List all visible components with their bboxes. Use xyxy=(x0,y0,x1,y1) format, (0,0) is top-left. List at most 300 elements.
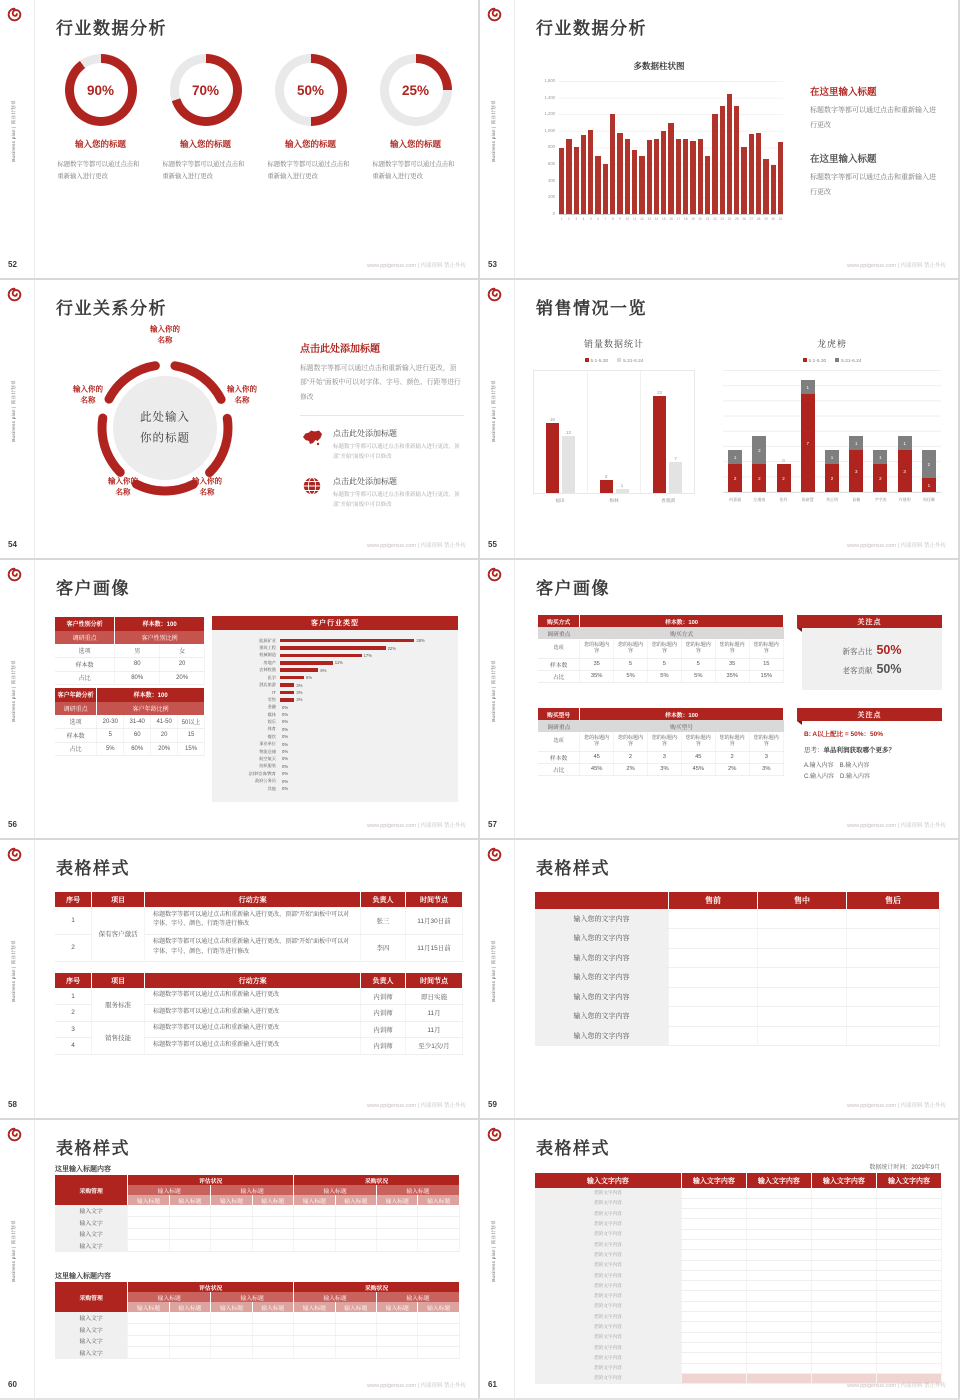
panel-ribbon: 关注点 xyxy=(797,615,942,628)
bar xyxy=(617,133,622,215)
category-label: 梅林 xyxy=(609,498,619,503)
stacked-bar xyxy=(747,370,771,492)
hbar-value: 0% xyxy=(282,704,289,710)
hbar-label: 其他 xyxy=(267,785,276,791)
hbar-row xyxy=(212,748,450,755)
age-table: 客户年龄分析 样本数：100 调研重点 客户年龄比例 选项 20-30 31-40 41-50 50以上 样本数 5 60 20 15 占比 5% 60% 20% 15% xyxy=(55,688,205,756)
segment-gray: 1 xyxy=(849,436,863,450)
sidebar-divider xyxy=(514,0,515,278)
y-tick: 400 xyxy=(548,177,555,183)
block-heading: 在这里输入标题 xyxy=(810,154,877,166)
segment-gray: 2 xyxy=(752,436,766,464)
x-tick: 31 xyxy=(778,217,783,221)
x-tick: 1 xyxy=(560,217,563,221)
segment-gray: 1 xyxy=(898,436,912,450)
focus-line xyxy=(842,643,901,657)
hbar xyxy=(280,683,294,687)
x-axis xyxy=(559,217,783,221)
legend-swatch xyxy=(617,358,621,362)
purchase-model-table: 购买型号 样本数：100 调研重点 购买型号 选项 您的标题内容 您的标题内容 您的标题内容 您的标题内容 您的标题内容 您的标题内容 样本数 45 2 3 45 2 3 占比 45% 2% 3% 45% 2% 3% xyxy=(538,708,784,776)
x-tick: 14 xyxy=(654,217,659,221)
legend-swatch xyxy=(585,358,589,362)
hbar-label: IT xyxy=(272,689,276,695)
hbar-row xyxy=(212,763,450,770)
hbar-row xyxy=(212,681,450,688)
segment-red: 1 xyxy=(922,478,936,492)
data-period-note: 数据统计时间：2029年9月 xyxy=(869,1165,940,1171)
segment-red: 2 xyxy=(728,464,742,492)
x-tick: 25 xyxy=(735,217,739,221)
page-number: 60 xyxy=(8,1380,17,1389)
x-tick: 3 xyxy=(575,217,578,221)
slide-title: 表格样式 xyxy=(56,1139,130,1158)
hbar-label: 纺织服装 xyxy=(259,763,276,769)
table-caption-1: 这里输入标题内容 xyxy=(55,1166,111,1173)
bar-group xyxy=(587,371,641,493)
text-blocks xyxy=(810,84,942,219)
bar-column xyxy=(546,417,559,493)
hbar xyxy=(280,639,414,643)
hbar-value: 0% xyxy=(282,786,289,791)
donut-ring xyxy=(170,54,242,126)
donut-description: 标题数字等都可以通过点击和重新输入进行更改 xyxy=(267,161,350,181)
hbar-row xyxy=(212,740,450,747)
bar xyxy=(581,135,586,214)
hbar-value: 0% xyxy=(282,726,289,732)
category-label: 张玲 xyxy=(779,497,788,502)
diagram-center-label xyxy=(115,407,215,448)
x-tick: 4 xyxy=(582,217,585,221)
hbar-row xyxy=(212,689,450,696)
footer-note: www.pptgenius.com | 内部资料 禁止外传 xyxy=(367,263,466,269)
slide-53 xyxy=(480,0,958,278)
sidebar-vertical-label: Business plan | 商业计划书 xyxy=(11,660,16,722)
chart-title: 销量数据统计 xyxy=(583,339,644,349)
hbar-label: 政府公务员 xyxy=(255,778,276,784)
donut-ring xyxy=(275,54,347,126)
slide-title: 行业数据分析 xyxy=(536,19,647,38)
x-tick: 5 xyxy=(589,217,592,221)
bar xyxy=(632,150,637,214)
data-sheet-table: 输入文字内容 输入文字内容 输入文字内容 输入文字内容 输入文字内容 您的文字内容 您的文字内容 您的文字内容 您的文字内容 您的文字内容 您的文字内容 您的文字内容 您的文字内容 您的文字内容 您的文字内容 您的文字内容 您的文字内容 您的文字内容 您的文字内容 您的文字内容 您的文字内容 您的文字内容 您的文字内容 您的文字内容 xyxy=(535,1173,942,1384)
slide-55 xyxy=(480,280,958,558)
x-tick: 20 xyxy=(698,217,703,221)
hbar-value: 0% xyxy=(282,771,289,777)
slide-title: 客户画像 xyxy=(536,579,610,598)
hbar-value: 11% xyxy=(334,660,343,666)
y-tick: 0 xyxy=(552,210,555,216)
gender-table: 客户性别分析 样本数：100 调研重点 客户性别比例 选项 男 女 样本数 80 20 占比 80% 20% xyxy=(55,617,205,685)
x-tick: 11 xyxy=(632,217,637,221)
ratio-line: B: A以上配比 = 50%：50% xyxy=(804,731,884,738)
hbar-value: 0% xyxy=(282,712,289,718)
slide-57 xyxy=(480,560,958,838)
hbar-label: 酒店旅游 xyxy=(259,682,276,688)
hbar-value: 0% xyxy=(282,756,289,762)
focus-label: 新客占比 xyxy=(842,646,873,656)
donut-description: 标题数字等都可以通过点击和重新输入进行更改 xyxy=(57,161,140,181)
stacked-bar xyxy=(796,370,820,492)
segment-red: 2 xyxy=(752,464,766,492)
bar-group xyxy=(640,371,694,493)
focus-panel-2 xyxy=(802,708,942,784)
stacked-bar xyxy=(893,370,917,492)
footer-note: www.pptgenius.com | 内部资料 禁止外传 xyxy=(367,543,466,549)
legend-entry: 5.1-5.30 xyxy=(803,358,827,364)
bar-group xyxy=(534,371,587,493)
node-label-line: 输入你的 xyxy=(227,384,257,394)
page-number: 57 xyxy=(488,820,497,829)
segment-red: 2 xyxy=(777,464,791,492)
y-tick: 1,000 xyxy=(544,127,555,133)
chart-plot-area xyxy=(533,78,785,233)
bar xyxy=(546,423,559,493)
bar xyxy=(712,114,717,214)
right-column xyxy=(300,340,464,524)
brand-logo-icon xyxy=(7,847,22,862)
bar xyxy=(625,139,630,214)
y-axis xyxy=(533,79,555,216)
hbar-value: 8% xyxy=(320,667,327,673)
bar xyxy=(683,139,688,214)
hbar-label: 建筑工程 xyxy=(259,645,276,651)
y-tick: 800 xyxy=(548,144,555,150)
hbar-label: 媒体 xyxy=(267,711,276,717)
sidebar-vertical-label: Business plan | 商业计划书 xyxy=(491,1220,496,1282)
hbar-value: 3% xyxy=(296,689,303,695)
options-line-2: C.输入内容 D.输入内容 xyxy=(804,774,871,781)
column-chart xyxy=(533,60,785,233)
panel-title: 客户行业类型 xyxy=(212,616,458,630)
sale-stage-table: 售前 售中 售后 输入您的文字内容 输入您的文字内容 输入您的文字内容 输入您的文字内容 输入您的文字内容 输入您的文字内容 输入您的文字内容 xyxy=(535,892,940,1046)
hbar-row xyxy=(212,674,450,681)
donut-caption: 输入您的标题 xyxy=(389,139,441,149)
hbar-value: 17% xyxy=(363,652,372,658)
focus-line xyxy=(842,662,901,676)
icon-item-text xyxy=(333,476,464,511)
donut-percent: 90% xyxy=(74,63,128,117)
footer-note: www.pptgenius.com | 内部资料 禁止外传 xyxy=(847,543,946,549)
slide-59 xyxy=(480,840,958,1118)
brand-logo-icon xyxy=(7,1127,22,1142)
legend-entry: 5.31-6.24 xyxy=(835,358,861,364)
segment-red: 2 xyxy=(825,464,839,492)
bar xyxy=(705,156,710,214)
hbar-label: 机械制造 xyxy=(259,652,276,658)
bar xyxy=(778,142,783,214)
icon-item xyxy=(300,476,464,511)
hbar-row xyxy=(212,770,450,777)
chart-legend xyxy=(723,358,941,364)
procurement-table-1: 采购管理 评估状况 采购状况 输入标题 输入标题 输入标题 输入标题 输入标题 输入标题 输入标题 输入标题 输入标题 输入标题 输入标题 输入标题 输入文字 输入文字 输入文字 输入文字 xyxy=(55,1175,460,1252)
text-block xyxy=(810,151,942,200)
hbar-label: 娱乐 xyxy=(267,718,276,724)
x-tick: 19 xyxy=(691,217,695,221)
think-question: 单品利润获取哪个更多？ xyxy=(823,747,895,754)
donut-caption: 输入您的标题 xyxy=(74,139,126,149)
bar-value: 13 xyxy=(565,429,571,435)
sidebar-vertical-label: Business plan | 商业计划书 xyxy=(491,380,496,442)
stacked-bar xyxy=(820,370,844,492)
hbar-row xyxy=(212,733,450,740)
bar xyxy=(727,94,732,215)
hbar-row xyxy=(212,785,450,792)
donut-item xyxy=(48,54,153,184)
purchase-method-table: 购买方式 样本数：100 调研重点 购买方式 选项 您的标题内容 您的标题内容 您的标题内容 您的标题内容 您的标题内容 您的标题内容 样本数 35 5 5 5 35 15 占比 35% 5% 5% 5% 35% 15% xyxy=(538,615,784,683)
table-caption-2: 这里输入标题内容 xyxy=(55,1273,111,1280)
sidebar-vertical-label: Business plan | 商业计划书 xyxy=(11,100,16,162)
slide-58 xyxy=(0,840,478,1118)
sidebar-vertical-label: Business plan | 商业计划书 xyxy=(11,1220,16,1282)
chart-categories xyxy=(533,498,695,504)
x-tick: 17 xyxy=(676,217,681,221)
bar-value: 1 xyxy=(620,482,624,488)
page-number: 55 xyxy=(488,540,497,549)
bar xyxy=(741,147,746,214)
chart-title: 龙虎榜 xyxy=(816,339,847,349)
chart-title: 多数据柱状图 xyxy=(633,61,685,71)
hbar-rows xyxy=(212,630,458,796)
bar-value: 16 xyxy=(549,416,555,422)
slide-title: 销售情况一览 xyxy=(536,299,647,318)
hbar-value: 0% xyxy=(282,749,289,755)
panel-body xyxy=(802,721,942,784)
segment-red: 7 xyxy=(801,394,815,492)
stacked-bar xyxy=(868,370,892,492)
sidebar-divider xyxy=(514,1120,515,1398)
panel-ribbon: 关注点 xyxy=(797,708,942,721)
category-label: 易楠 xyxy=(852,497,861,502)
block-heading: 在这里输入标题 xyxy=(810,87,877,98)
icon-item-desc: 标题数字等都可以通过点击和重新输入进行更改，顶部“开始”面板中可以修改 xyxy=(333,491,460,509)
bar xyxy=(559,148,564,215)
bar xyxy=(734,106,739,214)
sidebar-vertical-label: Business plan | 商业计划书 xyxy=(11,380,16,442)
footer-note: www.pptgenius.com | 内部资料 禁止外传 xyxy=(847,1103,946,1109)
segment-gray: 1 xyxy=(801,380,815,394)
bar xyxy=(647,140,652,214)
hbar-label: 事业单位 xyxy=(259,741,276,747)
hbar-row xyxy=(212,652,450,659)
bar xyxy=(595,156,600,214)
node-label-line: 输入你的 xyxy=(73,384,103,394)
industry-chart-panel xyxy=(212,616,458,802)
x-tick: 29 xyxy=(764,217,768,221)
footer-note: www.pptgenius.com | 内部资料 禁止外传 xyxy=(847,263,946,269)
hbar xyxy=(280,698,294,702)
x-tick: 15 xyxy=(662,217,666,221)
hbar-row xyxy=(212,726,450,733)
bar-value: 7 xyxy=(674,456,677,462)
chart-categories xyxy=(723,497,941,503)
hbar-row xyxy=(212,696,450,703)
block-body: 标题数字等都可以通过点击和重新输入进行更改 xyxy=(810,174,936,197)
bar xyxy=(756,133,761,214)
node-label-line: 输入你的 xyxy=(108,476,138,486)
hbar xyxy=(280,691,294,695)
node-label xyxy=(95,477,151,498)
bar xyxy=(600,480,613,493)
china-map-icon xyxy=(300,428,324,448)
center-label-line: 此处输入 xyxy=(140,411,190,424)
footer-note: www.pptgenius.com | 内部资料 禁止外传 xyxy=(367,1383,466,1389)
bar xyxy=(698,139,703,214)
bar xyxy=(610,114,615,214)
page-number: 56 xyxy=(8,820,17,829)
sidebar-divider xyxy=(514,280,515,558)
footer-note: www.pptgenius.com | 内部资料 禁止外传 xyxy=(847,823,946,829)
x-tick: 10 xyxy=(625,217,630,221)
globe-icon xyxy=(300,476,324,496)
x-tick: 2 xyxy=(568,217,570,221)
bar-value: 3 xyxy=(604,473,608,479)
donut-item xyxy=(258,54,363,184)
footer-note: www.pptgenius.com | 内部资料 禁止外传 xyxy=(847,1383,946,1389)
icon-item-desc: 标题数字等都可以通过点击和重新输入进行更改，顶部“开始”面板中可以修改 xyxy=(333,443,460,461)
x-tick: 12 xyxy=(640,217,644,221)
segment-gray: 1 xyxy=(873,450,887,464)
think-label: 思考： xyxy=(804,747,824,754)
hbar-label: 餐饮 xyxy=(267,733,276,739)
segment-red: 3 xyxy=(898,450,912,492)
bar xyxy=(562,436,575,493)
hbar-value: 0% xyxy=(282,719,289,725)
slide-title: 行业数据分析 xyxy=(56,19,167,38)
bar xyxy=(669,462,682,493)
hbar-label: 航空航天 xyxy=(259,755,276,761)
text-block xyxy=(810,84,942,133)
bar xyxy=(603,164,608,214)
bars xyxy=(559,81,783,215)
bar-column xyxy=(600,474,613,493)
procurement-table-2: 采购管理 评估状况 采购状况 输入标题 输入标题 输入标题 输入标题 输入标题 输入标题 输入标题 输入标题 输入标题 输入标题 输入标题 输入标题 输入文字 输入文字 输入文字 输入文字 xyxy=(55,1282,460,1359)
donut-ring xyxy=(65,54,137,126)
stacked-bar xyxy=(771,370,795,492)
chart-plot xyxy=(533,370,695,494)
bar xyxy=(668,123,673,214)
bar xyxy=(690,141,695,214)
donut-description: 标题数字等都可以通过点击和重新输入进行更改 xyxy=(162,161,245,181)
bar-column xyxy=(616,483,629,493)
hbar xyxy=(280,646,386,650)
donut-ring xyxy=(380,54,452,126)
page-number: 61 xyxy=(488,1380,497,1389)
category-label: 李正明 xyxy=(825,497,838,502)
grouped-bar-chart xyxy=(533,337,695,504)
category-label: 陈新慧 xyxy=(801,497,814,502)
hbar-value: 28% xyxy=(416,638,425,644)
footer-note: www.pptgenius.com | 内部资料 禁止外传 xyxy=(367,1103,466,1109)
focus-value: 50% xyxy=(876,642,902,657)
node-label xyxy=(179,477,235,498)
hbar-label: 法律/咨询/教育 xyxy=(248,770,276,776)
footer-note: www.pptgenius.com | 内部资料 禁止外传 xyxy=(367,823,466,829)
page-number: 54 xyxy=(8,540,17,549)
sidebar-vertical-label: Business plan | 商业计划书 xyxy=(491,940,496,1002)
node-label xyxy=(214,385,270,406)
stacked-bar-chart xyxy=(723,337,941,503)
slide-title: 行业关系分析 xyxy=(56,299,167,318)
x-tick: 27 xyxy=(749,217,754,221)
category-label: 尹宇涛 xyxy=(874,497,887,502)
bar xyxy=(763,159,768,214)
brand-logo-icon xyxy=(487,287,502,302)
chart-legend xyxy=(533,358,695,364)
hbar-label: 医学 xyxy=(267,674,276,680)
legend-entry: 5.1-5.30 xyxy=(585,358,609,364)
brand-logo-icon xyxy=(487,1127,502,1142)
donut-caption: 输入您的标题 xyxy=(179,139,231,149)
category-label: 周佳琳 xyxy=(922,497,935,502)
bar-column xyxy=(562,430,575,493)
x-tick: 18 xyxy=(683,217,688,221)
hbar-label: 体育 xyxy=(267,726,276,732)
donut-percent: 70% xyxy=(179,63,233,117)
block-body: 标题数字等都可以通过点击和重新输入进行更改 xyxy=(810,107,936,129)
node-label-line: 名称 xyxy=(199,487,215,496)
page-number: 59 xyxy=(488,1100,497,1109)
hbar-row xyxy=(212,637,450,644)
hbar-row xyxy=(212,711,450,718)
segment-red: 2 xyxy=(873,464,887,492)
sidebar-divider xyxy=(34,0,35,278)
bar xyxy=(676,139,681,214)
node-label xyxy=(60,385,116,406)
hbar-label: 零售 xyxy=(267,696,276,702)
segment-gray: 2 xyxy=(922,450,936,478)
bar xyxy=(720,106,725,214)
sidebar-divider xyxy=(514,560,515,838)
hbar-row xyxy=(212,667,450,674)
slide-title: 表格样式 xyxy=(536,859,610,878)
hbar-value: 0% xyxy=(282,734,289,740)
donut-item xyxy=(363,54,468,184)
hbar-label: 能源矿业 xyxy=(259,637,276,643)
slide-title: 表格样式 xyxy=(536,1139,610,1158)
chart-plot xyxy=(723,370,941,493)
hbar xyxy=(280,676,304,680)
x-tick: 23 xyxy=(720,217,724,221)
bar xyxy=(639,156,644,214)
hbar-label: 房地产 xyxy=(263,659,276,665)
focus-panel-1 xyxy=(802,615,942,690)
donut-description: 标题数字等都可以通过点击和重新输入进行更改 xyxy=(372,161,455,181)
donut-item xyxy=(153,54,258,184)
divider xyxy=(300,415,464,416)
x-tick: 8 xyxy=(611,217,614,221)
brand-logo-icon xyxy=(7,7,22,22)
brand-logo-icon xyxy=(487,567,502,582)
bar-column xyxy=(669,456,682,493)
hbar-label: 农林牧渔 xyxy=(259,667,276,673)
hbar xyxy=(280,668,318,672)
relation-diagram xyxy=(0,280,300,558)
hbar-label: 物流仓储 xyxy=(259,748,276,754)
hbar-value: 3% xyxy=(296,682,303,688)
icon-item-title: 点击此处添加标题 xyxy=(333,476,397,486)
x-tick: 26 xyxy=(742,217,746,221)
node-label-line: 名称 xyxy=(157,335,173,344)
x-tick: 30 xyxy=(771,217,776,221)
sidebar-divider xyxy=(514,840,515,1118)
action-table-1: 序号 项目 行动方案 负责人 时间节点 1 保有客户激活 标题数字等都可以通过点击和重新输入进行更改，顶部“开始”面板中可以对字体、字号、颜色、行距等进行修改 张三 11月30日前 2 标题数字等都可以通过点击和重新输入进行更改，顶部“开始”面板中可以对字体、字号、颜色、行距等进行修改 李四 11月15日前 xyxy=(55,892,463,962)
hbar-value: 22% xyxy=(387,645,396,651)
x-tick: 7 xyxy=(604,217,607,221)
legend-swatch xyxy=(835,358,839,362)
hbar-label: 金融 xyxy=(267,704,276,710)
x-tick: 21 xyxy=(705,217,710,221)
panel-body xyxy=(802,628,942,690)
